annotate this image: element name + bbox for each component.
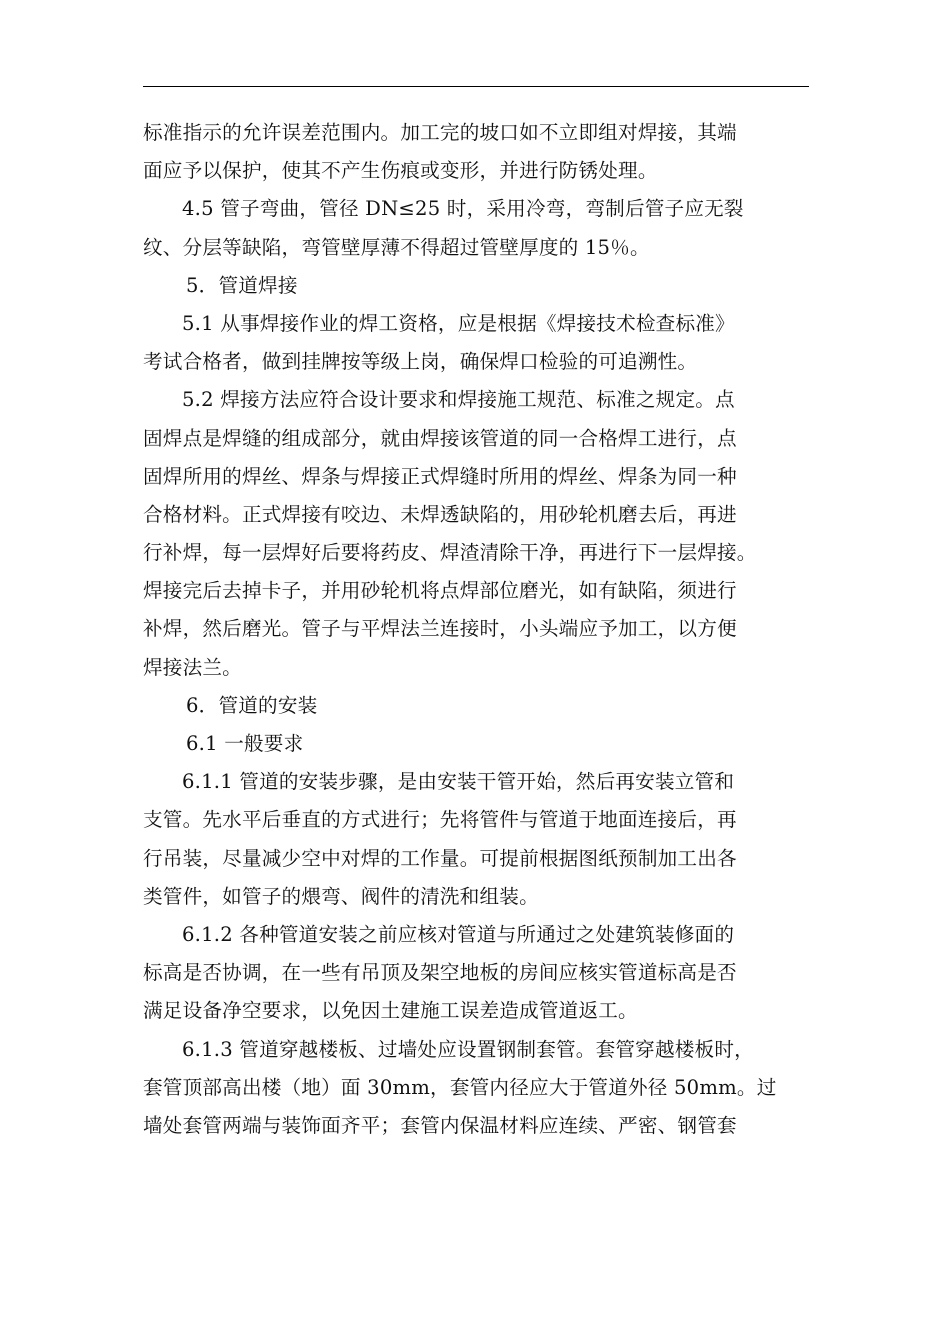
section-heading: 6.1 一般要求 [186, 732, 304, 755]
text-line: 面应予以保护，使其不产生伤痕或变形，并进行防锈处理。 [143, 159, 658, 183]
text-line: 6.1.2 各种管道安装之前应核对管道与所通过之处建筑装修面的 [182, 922, 735, 946]
text-line: 标高是否协调，在一些有吊顶及架空地板的房间应核实管道标高是否 [143, 961, 737, 985]
section-heading: 6．管道的安装 [186, 693, 318, 717]
text-line: 墙处套管两端与装饰面齐平；套管内保温材料应连续、严密、钢管套 [143, 1113, 737, 1137]
body-text [143, 114, 809, 1145]
text-line: 考试合格者，做到挂牌按等级上岗，确保焊口检验的可追溯性。 [143, 350, 698, 374]
text-line: 支管。先水平后垂直的方式进行；先将管件与管道于地面连接后，再 [143, 808, 737, 832]
header-rule [143, 86, 809, 87]
text-line: 行吊装，尽量减少空中对焊的工作量。可提前根据图纸预制加工出各 [143, 846, 737, 870]
text-line: 纹、分层等缺陷，弯管壁厚薄不得超过管壁厚度的 15％。 [143, 235, 650, 259]
text-line: 4.5 管子弯曲，管径 DN≤25 时，采用冷弯，弯制后管子应无裂 [182, 197, 744, 221]
text-line: 焊接法兰。 [143, 655, 242, 679]
section-heading: 5．管道焊接 [186, 273, 298, 297]
text-line: 固焊点是焊缝的组成部分，就由焊接该管道的同一合格焊工进行，点 [143, 426, 737, 450]
text-line: 标准指示的允许误差范围内。加工完的坡口如不立即组对焊接，其端 [143, 121, 737, 144]
text-line: 5.1 从事焊接作业的焊工资格，应是根据《焊接技术检查标准》 [182, 311, 735, 335]
text-line: 固焊所用的焊丝、焊条与焊接正式焊缝时所用的焊丝、焊条为同一种 [143, 464, 737, 488]
text-line: 6.1.3 管道穿越楼板、过墙处应设置钢制套管。套管穿越楼板时， [182, 1037, 754, 1061]
text-line: 满足设备净空要求，以免因土建施工误差造成管道返工。 [143, 999, 638, 1023]
text-line: 行补焊，每一层焊好后要将药皮、焊渣清除干净，再进行下一层焊接。 [143, 541, 757, 565]
text-line: 补焊，然后磨光。管子与平焊法兰连接时，小头端应予加工，以方便 [143, 617, 737, 641]
text-line: 套管顶部高出楼（地）面 30mm，套管内径应大于管道外径 50mm。过 [143, 1075, 777, 1099]
text-line: 类管件，如管子的煨弯、阀件的清洗和组装。 [143, 884, 539, 908]
text-line: 6.1.1 管道的安装步骤，是由安装干管开始，然后再安装立管和 [182, 770, 735, 794]
text-line: 焊接完后去掉卡子，并用砂轮机将点焊部位磨光，如有缺陷，须进行 [143, 579, 737, 603]
text-line: 5.2 焊接方法应符合设计要求和焊接施工规范、标准之规定。点 [182, 388, 735, 412]
text-line: 合格材料。正式焊接有咬边、未焊透缺陷的，用砂轮机磨去后，再进 [143, 502, 737, 526]
